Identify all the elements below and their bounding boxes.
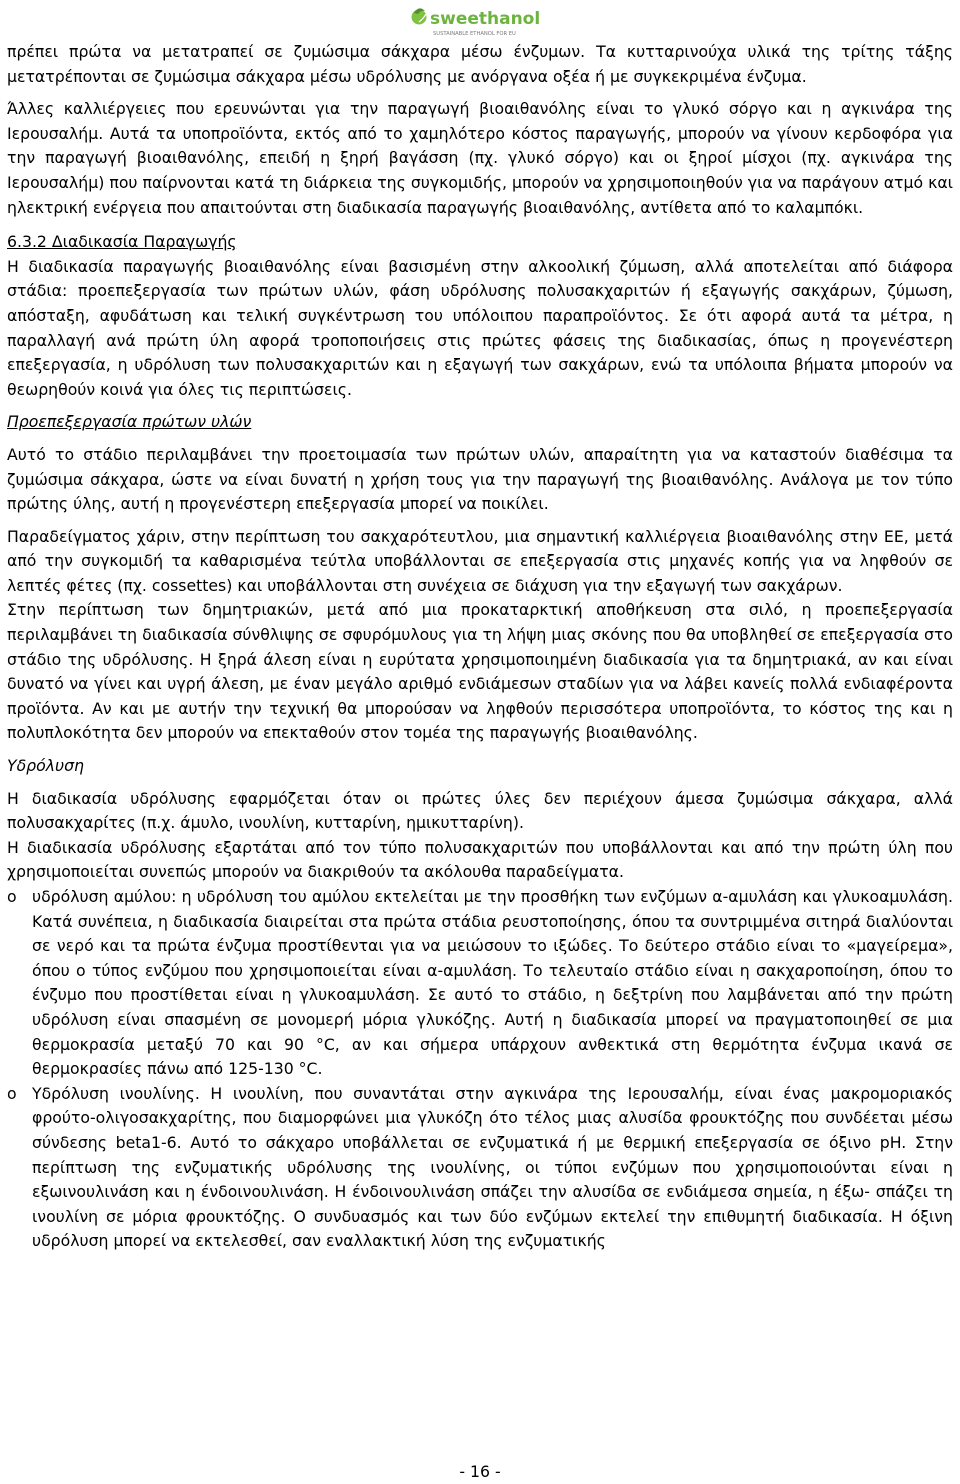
paragraph-hydrolysis-2: Η διαδικασία υδρόλυσης εξαρτάται από τον τύπο πολυσακχαριτών που υποβάλλονται και από την πρώτη ύλη που χρησιμοποιείται συνεπώς μπορούν να διακριθούν τα ακόλουθα παραδείγματα. [7,837,953,882]
paragraph-crops: Άλλες καλλιέργειες που ερευνώνται για την παραγωγή βιοαιθανόλης είναι το γλυκό σόργο και η αγκινάρα της Ιερουσαλήμ. Αυτά τα υποπροϊόντα, εκτός από το χαμηλότερο κόστος παραγωγής, μπορούν να γίνουν κερδοφόρα για την παραγωγή βιοαιθανόλης, επειδή η ξηρή βαγάσση (πχ. γλυκό σόργο) και οι ξηροί μίσχοι (πχ. αγκινάρα της Ιερουσαλήμ) που παίρνονται κατά τη διάρκεια της συγκομιδής, μπορούν να χρησιμοποιηθούν για να παράγουν ατμό και ηλεκτρική ενέργεια που απαιτούνται στη διαδικασία παραγωγής βιοαιθανόλης, αντίθετα από το καλαμπόκι. [7,99,953,217]
document-body [7,40,953,1254]
list-item [7,885,953,1082]
paragraph-cereals: Στην περίπτωση των δημητριακών, μετά από μια προκαταρκτική αποθήκευση στα σιλό, η προεπεξεργασία περιλαμβάνει τη διαδικασία σύνθλιψης σε σφυρόμυλους για τη λήψη μιας σκόνης που θα υποβληθεί σε επεξεργασία στο στάδιο της υδρόλυσης. Η ξηρά άλεση είναι η ευρύτατα χρησιμοποιημένη διαδικασία για τα δημητριακά, αν και είναι δυνατό να γίνει και υγρή άλεση, με έναν μεγάλο αριθμό ενδιάμεσων σταδίων για να λάβει κανείς πολλά ενδιαφέροντα προϊόντα. Αν και με αυτήν την τεχνική θα μπορούσαν να ληφθούν περισσότερα υποπροϊόντα, το κόστος της και η πολυπλοκότητα δεν μπορούν να επεκταθούν στον τομέα της παραγωγής βιοαιθανόλης. [7,600,953,743]
section-heading: 6.3.2 Διαδικασία Παραγωγής [7,232,237,252]
subheading-pretreatment: Προεπεξεργασία πρώτων υλών [7,412,252,432]
list-item-text: υδρόλυση αμύλου: η υδρόλυση του αμύλου εκτελείται με την προσθήκη των ενζύμων α-αμυλάση και γλυκοαμυλάση. Κατά συνέπεια, η διαδικασία διαιρείται στα πρώτα στάδια ρευστοποίησης, όπου τα συντριμμένα σιτηρά διαλύονται σε νερό και τα πρώτα ένζυμα προστίθενται για να μειώσουν το ιξώδες. Το δεύτερο στάδιο είναι το «μαγείρεμα», όπου ο τύπος ενζύμου που χρησιμοποιείται είναι α-αμυλάση. Το τελευταίο στάδιο είναι η σακχαροποίηση, όπου το ένζυμο που προστίθεται είναι η γλυκοαμυλάση. Σε αυτό το στάδιο, η δεξτρίνη που λαμβάνεται από την πρώτη υδρόλυση είναι σπασμένη σε μονομερή μόρια γλυκόζης. Αυτή η διαδικασία μπορεί να πραγματοποιηθεί σε μια θερμοκρασία μεταξύ 70 και 90 °C, αν και σήμερα υπάρχουν ανθεκτικά στη θερμότητα ένζυμα ικανά σε θερμοκρασίες πάνω από 125-130 °C. [32,887,953,1079]
paragraph-hydrolysis-1: Η διαδικασία υδρόλυσης εφαρμόζεται όταν οι πρώτες ύλες δεν περιέχουν άμεσα ζυμώσιμα σάκχαρα, αλλά πολυσακχαρίτες (π.χ. άμυλο, ινουλίνη, κυτταρίνη, ημικυτταρίνη). [7,788,953,833]
bullet-circle-icon: o [7,1083,17,1103]
subheading-hydrolysis: Υδρόλυση [7,756,84,776]
bullet-circle-icon: o [7,887,17,906]
page-number: - 16 - [459,1462,501,1481]
paragraph-intro: πρέπει πρώτα να μετατραπεί σε ζυμώσιμα σάκχαρα μέσω ένζυμων. Τα κυτταρινούχα υλικά της τρίτης τάξης μετατρέπονται σε ζυμώσιμα σάκχαρα μέσω υδρόλυσης με ανόργανα οξέα ή με συγκεκριμένα ένζυμα. [7,42,953,86]
sweethanol-logo [408,2,553,40]
paragraph-sugar-beet: Παραδείγματος χάριν, στην περίπτωση του σακχαρότευτλου, μια σημαντική καλλιέργεια βιοαιθανόλης στην ΕΕ, μετά από την συγκομιδή τα καθαρισμένα τεύτλα υποβάλλονται σε επεξεργασία στις μηχανές κοπής για να ληφθούν σε λεπτές φέτες (πχ. cossettes) και υποβάλλονται στη συνέχεια σε διάχυση για την εξαγωγή των σακχάρων. [7,526,953,595]
paragraph-process: Η διαδικασία παραγωγής βιοαιθανόλης είναι βασισμένη στην αλκοολική ζύμωση, αλλά αποτελείται από διάφορα στάδια: προεπεξεργασία των πρώτων υλών, φάση υδρόλυσης πολυσακχαριτών ή εξαγωγής σακχάρων, ζύμωση, απόσταξη, αφυδάτωση και τελική συγκέντρωση του υπόλοιπου παραπροϊόντος. Σε ότι αφορά αυτά τα μέτρα, η παραλλαγή ανά πρώτη ύλη αφορά τροποποιήσεις στις πρώτες φάσεις της διαδικασίας, όπως η προγενέστερη επεξεργασία, η υδρόλυση των πολυσακχαριτών και η εξαγωγή των σακχάρων, ενώ τα υπόλοιπα βήματα μπορούν να θεωρηθούν κοινά για όλες τις περιπτώσεις. [7,256,953,399]
logo-wordmark: sweethanol [430,9,541,29]
list-item-text: Υδρόλυση ινουλίνης. Η ινουλίνη, που συναντάται στην αγκινάρα της Ιερουσαλήμ, είναι ένας μακρομοριακός φρούτο-ολιγοσακχαρίτης, που διαμορφώνει μια γλυκόζη ότο τέλος μιας αλυσίδα φρουκτόζης που συνδέεται μέσω σύνδεσης beta1-6. Αυτό το σάκχαρο υποβάλλεται σε ενζυματικά ή με θερμική επεξεργασία σε όξινο pH. Στην περίπτωση της ενζυματικής υδρόλυσης της ινουλίνης, οι τύποι ενζύμων που χρησιμοποιούνται είναι η εξωινουλινάση και η ένδοινουλινάση. Η ένδοινουλινάση σπάζει την αλυσίδα σε ενδιάμεσα σημεία, η έξω- σπάζει τη ινουλίνη σε μόρια φρουκτόζης. Ο συνδυασμός και των δύο ενζύμων εκτελεί την επιθυμητή διαδικασία. Η όξινη υδρόλυση μπορεί να εκτελεσθεί, σαν εναλλακτική λύση της ενζυματικής [32,1083,953,1251]
list-item [7,1082,953,1254]
paragraph-pretreatment: Αυτό το στάδιο περιλαμβάνει την προετοιμασία των πρώτων υλών, απαραίτητη για να καταστούν διαθέσιμα τα ζυμώσιμα σάκχαρα, ώστε να είναι δυνατή η χρήση τους για την παραγωγή της βιοαιθανόλης. Ανάλογα με τον τύπο πρώτης ύλης, αυτή η προγενέστερη επεξεργασία μπορεί να ποικίλει. [7,444,953,514]
logo-drop-icon [408,2,553,40]
logo-tagline: SUSTAINABLE ETHANOL FOR EU [433,31,516,37]
hydrolysis-list [7,885,953,1254]
